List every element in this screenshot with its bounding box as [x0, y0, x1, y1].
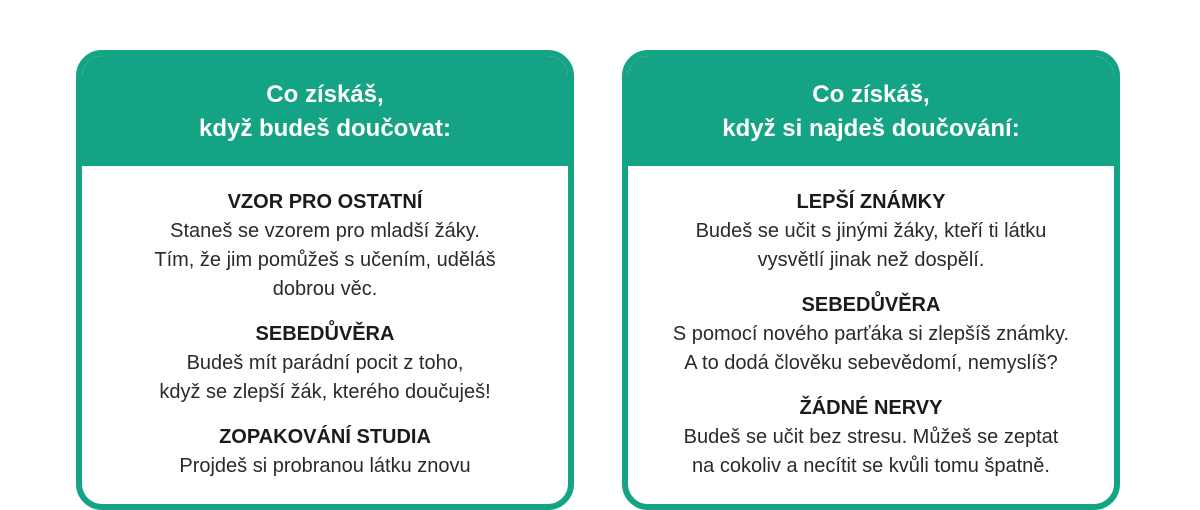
section-confidence	[82, 320, 568, 407]
section-title: SEBEDŮVĚRA	[255, 323, 395, 345]
section-title: SEBEDŮVĚRA	[801, 294, 941, 316]
section-line: Tím, že jim pomůžeš s učením, uděláš	[154, 249, 496, 271]
section-title: LEPŠÍ ZNÁMKY	[796, 191, 946, 213]
section-title: ŽÁDNÉ NERVY	[799, 397, 943, 419]
card-body	[82, 166, 568, 481]
card-header	[82, 56, 568, 166]
section-title: ZOPAKOVÁNÍ STUDIA	[219, 426, 431, 448]
header-line-1: Co získáš,	[266, 81, 384, 108]
section-line: když se zlepší žák, kterého doučuješ!	[159, 381, 491, 403]
section-line: A to dodá člověku sebevědomí, nemyslíš?	[684, 352, 1058, 374]
student-benefits-card	[622, 50, 1120, 510]
section-study-review	[82, 423, 568, 481]
header-line-2: když budeš doučovat:	[198, 115, 452, 142]
header-line-1: Co získáš,	[812, 81, 930, 108]
section-line: S pomocí nového parťáka si zlepšíš známky.	[672, 323, 1070, 345]
section-no-stress	[628, 394, 1114, 481]
section-confidence	[628, 291, 1114, 378]
section-line: Budeš mít parádní pocit z toho,	[186, 352, 464, 374]
card-header	[628, 56, 1114, 166]
section-line: Budeš se učit bez stresu. Můžeš se zeptat	[683, 426, 1059, 448]
section-better-grades	[628, 188, 1114, 275]
section-title: VZOR PRO OSTATNÍ	[227, 191, 423, 213]
section-line: Projdeš si probranou látku znovu	[179, 455, 471, 477]
section-role-model	[82, 188, 568, 304]
section-line: Budeš se učit s jinými žáky, kteří ti látku	[695, 220, 1047, 242]
section-line: Staneš se vzorem pro mladší žáky.	[170, 220, 480, 242]
header-line-2: když si najdeš doučování:	[722, 115, 1020, 142]
section-line: dobrou věc.	[272, 278, 378, 300]
card-body	[628, 166, 1114, 481]
section-line: na cokoliv a necítit se kvůli tomu špatně.	[692, 455, 1050, 477]
tutor-benefits-card	[76, 50, 574, 510]
section-line: vysvětlí jinak než dospělí.	[757, 249, 985, 271]
